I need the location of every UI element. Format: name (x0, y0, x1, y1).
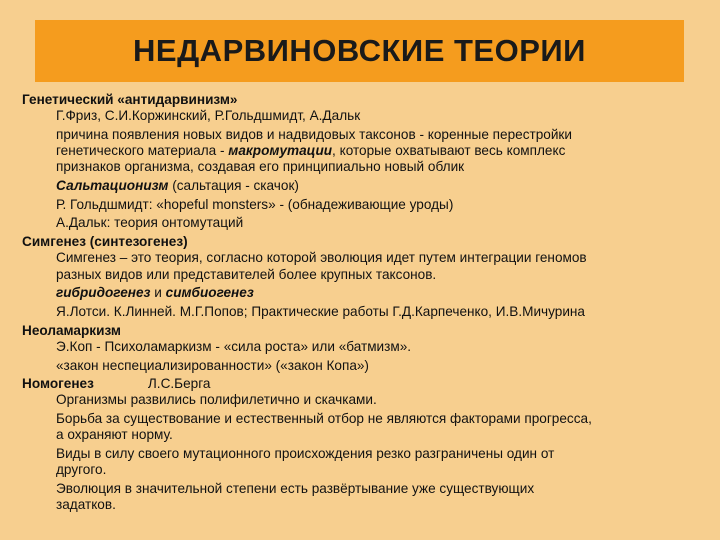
text-line: Г.Фриз, С.И.Коржинский, Р.Гольдшмидт, А.Дальк (56, 108, 361, 124)
text-line: другого. (56, 462, 107, 478)
text-line: а охраняют норму. (56, 427, 173, 443)
text-line: А.Дальк: теория онтомутаций (56, 215, 244, 231)
emphasis-term: гибридогенез (56, 285, 151, 301)
emphasis-term: макромутации (228, 143, 333, 159)
section-heading: Генетический «антидарвинизм» (22, 92, 238, 107)
text-line: Р. Гольдшмидт: «hopeful monsters» - (обнадеживающие уроды) (56, 196, 454, 212)
title-banner (35, 20, 684, 82)
text-line: генетического материала - макромутации, которые охватывают весь комплекс (56, 143, 566, 159)
text-line: «закон неспециализированности» («закон Копа») (56, 357, 369, 373)
text-line: разных видов или представителей более крупных таксонов. (56, 266, 437, 282)
section-heading: Симгенез (синтезогенез) (22, 234, 188, 250)
text-line: Борьба за существование и естественный отбор не являются факторами прогресса, (56, 411, 592, 427)
text-line: Эволюция в значительной степени есть развёртывание уже существующих (56, 480, 535, 496)
text-line: Я.Лотси. К.Линней. М.Г.Попов; Практические работы Г.Д.Карпеченко, И.В.Мичурина (56, 303, 585, 319)
slide-content (22, 92, 712, 516)
text-line: признаков организма, создавая его принципиально новый облик (56, 159, 465, 175)
emphasis-term: симбиогенез (165, 285, 254, 301)
section-heading: Неоламаркизм (22, 322, 121, 338)
text-line: Организмы развились полифилетично и скачками. (56, 392, 377, 408)
section-heading: Номогенез Л.С.Берга (22, 376, 211, 392)
text-line: гибридогенез и симбиогенез (56, 285, 254, 301)
text-line: Симгенез – это теория, согласно которой эволюция идет путем интеграции геномов (56, 250, 587, 266)
author-name: Л.С.Берга (147, 376, 211, 392)
text-line: задатков. (56, 497, 116, 513)
emphasis-term: Сальтационизм (56, 178, 169, 194)
text-line: Виды в силу своего мутационного происхождения резко разграничены один от (56, 446, 555, 462)
slide-title: НЕДАРВИНОВСКИЕ ТЕОРИИ (133, 33, 586, 68)
text-line: причина появления новых видов и надвидовых таксонов - коренные перестройки (56, 126, 572, 142)
text-line: Сальтационизм (сальтация - скачок) (56, 178, 299, 194)
text-line: Э.Коп - Психоламаркизм - «сила роста» или «батмизм». (56, 338, 412, 354)
